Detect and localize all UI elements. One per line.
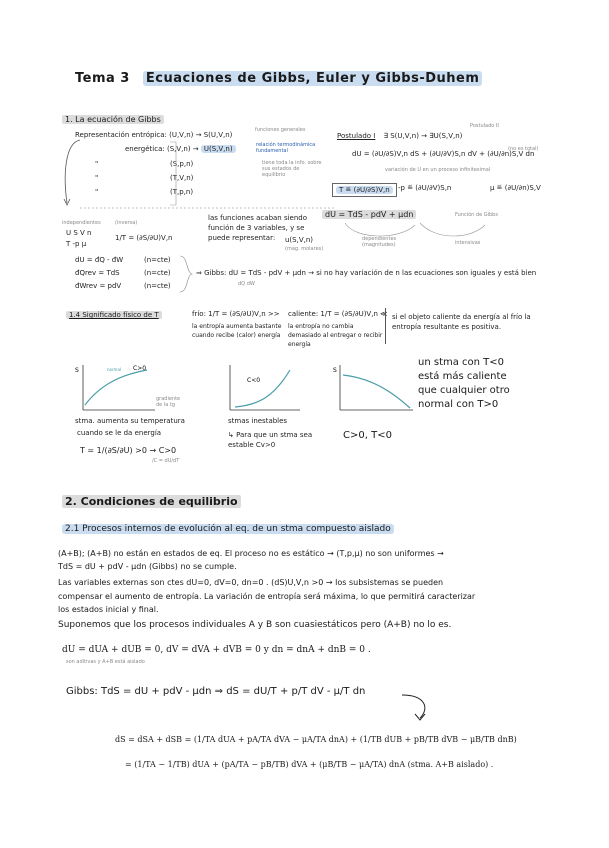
inverse-T: 1/T = (∂S/∂U)V,n: [115, 234, 173, 242]
cte-brace: [178, 254, 194, 294]
conjugate-vars-2: T -p μ: [66, 240, 87, 248]
ditto-2: ": [95, 174, 99, 182]
independent-note: independientes: [62, 220, 101, 226]
g3-caption: C>0, T<0: [343, 430, 392, 441]
para-line-1: (A+B); (A+B) no están en estados de eq. El proceso no es estático → (T,p,μ) no son uniformes →: [58, 549, 444, 558]
graph-3: [333, 365, 413, 410]
svg-text:S: S: [75, 367, 79, 374]
g1-label: C>0: [133, 365, 147, 372]
fundamental-note: relación termodinámica fundamental: [256, 142, 316, 154]
para-line-2: TdS = dU + pdV - μdn (Gibbs) no se cumple.: [58, 562, 237, 571]
dQ-rev: đQrev = TdS: [75, 269, 120, 277]
rep-tvn: (T,V,n): [170, 174, 194, 182]
cte-3: (n=cte): [144, 282, 171, 290]
g1-caption1: stma. aumenta su temperatura: [75, 417, 185, 425]
gibbs-box: dU = TdS - pdV + μdn: [322, 210, 416, 219]
g1-grad-note: gradiente de la tg: [156, 396, 181, 408]
conclusion-text: si el objeto caliente da energía al frío la entropía resultante es positiva.: [392, 313, 531, 331]
frio-note: la entropía aumenta bastante cuando recibe (calor) energía: [192, 323, 282, 339]
entropy-result-eq: = (1/TA − 1/TB) dUA + (pA/TA − pB/TB) dVA + (μB/TB − μA/TA) dnA (stma. A+B aislado) .: [125, 760, 494, 769]
dU-work: dU = đQ - đW: [75, 256, 124, 264]
functions-note: funciones generales: [255, 127, 306, 133]
cte-2: (n=cte): [144, 269, 171, 277]
intensive-note: intensivas: [455, 240, 481, 246]
section21-heading: 2.1 Procesos internos de evolución al eq. de un stma compuesto aislado: [62, 524, 394, 534]
g1-note: normal: [107, 367, 122, 372]
bracket-right: [150, 140, 180, 210]
graph-1: [75, 365, 155, 410]
para-line-5: los estados inicial y final.: [58, 605, 159, 614]
para-line-4: compensar el aumento de entropía. La variación de entropía será máxima, lo que permitirá caracterizar: [58, 592, 476, 601]
T-definition: T ≝ (∂U/∂S)V,n: [332, 183, 397, 197]
page-title: [75, 71, 482, 86]
conjugate-vars: U S V n: [66, 229, 92, 237]
section14-heading: 1.4 Significado físico de T: [66, 311, 162, 319]
para-line-6: Suponemos que los procesos individuales A y B son cuasiestáticos pero (A+B) no lo es.: [58, 620, 452, 630]
variation-note: variación de U en un proceso infinitesimal: [385, 167, 491, 173]
rep-tpn: (T,p,n): [170, 188, 194, 196]
para-line-3: Las variables externas son ctes dU=0, dV=0, dn=0 . (dS)U,V,n >0 → los subsistemas se pueden: [58, 578, 444, 587]
equation-conservation: dU = dUA + dUB = 0, dV = dVA + dVB = 0 y dn = dnA + dnB = 0 .: [62, 645, 371, 655]
g1-caption2: cuando se le da energía: [77, 429, 162, 437]
entropy-sum-eq: dS = dSA + dSB = (1/TA dUA + pA/TA dVA − μA/TA dnA) + (1/TB dUB + pB/TB dVB − μB/TB dnB): [115, 735, 517, 744]
p-definition: -p ≝ (∂U/∂V)S,n: [398, 184, 452, 192]
g2-caption1: stmas inestables: [228, 417, 288, 425]
T-formula-2: /C = dU/dT: [152, 458, 180, 464]
dW-rev: đWrev = pdV: [75, 282, 122, 290]
T-formula: T = 1/(∂S/∂U) >0 → C>0: [80, 446, 177, 455]
postulate-block: Postulado I ∃ S(U,V,n) → ∃U(S,V,n): [337, 132, 463, 140]
title-prefix: Tema 3: [75, 71, 130, 86]
postulate-note: Postulado II: [470, 123, 499, 129]
gibbs-brace: [340, 220, 490, 245]
representation-energetic: energética: (S,V,n) → U(S,V,n): [125, 145, 236, 153]
section1-heading: 1. La ecuación de Gibbs: [62, 115, 164, 124]
no-total-note: (no es total): [508, 146, 539, 152]
bracket-arrow: [55, 135, 85, 210]
graph-2: [230, 365, 300, 410]
caliente-eq: caliente: 1/T = (∂S/∂U)V,n ≪: [288, 310, 388, 318]
title-main: Ecuaciones de Gibbs, Euler y Gibbs-Duhem: [143, 71, 483, 86]
gibbs-line: ⇒ Gibbs: dU = TdS - pdV + μdn → si no hay variación de n las ecuaciones son iguales y está bien: [196, 269, 537, 277]
inverse-note: (inversa): [115, 220, 138, 226]
svg-text:S: S: [333, 367, 337, 374]
graphs-svg: [75, 360, 415, 420]
differential-eq: dU = (∂U/∂S)V,n dS + (∂U/∂V)S,n dV + (∂U/∂n)S,V dn: [352, 150, 535, 158]
ditto-1: ": [95, 160, 99, 168]
representation-entropic: Representación entrópica: (U,V,n) → S(U,V,n): [75, 131, 233, 139]
section2-heading: 2. Condiciones de equilibrio: [62, 495, 241, 508]
dotted-divider: [80, 204, 340, 212]
ditto-3: ": [95, 188, 99, 196]
handwritten-note: un stma con T<0 está más caliente que cualquier otro normal con T>0: [418, 357, 510, 410]
mu-definition: μ ≝ (∂U/∂n)S,V: [490, 184, 541, 192]
info-note: tiene toda la info. sobre sus estados de equilibrio: [262, 160, 322, 178]
frio-eq: frío: 1/T = (∂S/∂U)V,n >>: [192, 310, 280, 318]
caliente-note: la entropía no cambia demasiado al entregar o recibir energía: [288, 323, 383, 348]
curve-arrow: [400, 690, 440, 725]
gibbs-entropy-eq: Gibbs: TdS = dU + pdV - μdn ⇒ dS = dU/T + p/T dV - μ/T dn: [66, 686, 366, 697]
molar-note: (mag. molares): [285, 246, 324, 252]
gibbs-function-note: Función de Gibbs: [455, 212, 498, 218]
equation-note: son aditivas y A+B está aislado: [66, 659, 145, 665]
rep-spn: (S,p,n): [170, 160, 194, 168]
functions-text: las funciones acaban siendo función de 3 variables, y se puede representar:: [208, 214, 308, 242]
dependent-note: dependientes (magnitudes): [362, 236, 397, 248]
u-function: u(S,V,n): [285, 236, 314, 244]
g2-caption2: ↳ Para que un stma sea estable Cv>0: [228, 431, 313, 449]
cte-1: (n=cte): [144, 256, 171, 264]
g2-label: C<0: [247, 377, 261, 384]
gibbs-under: dQ dW: [238, 281, 255, 287]
